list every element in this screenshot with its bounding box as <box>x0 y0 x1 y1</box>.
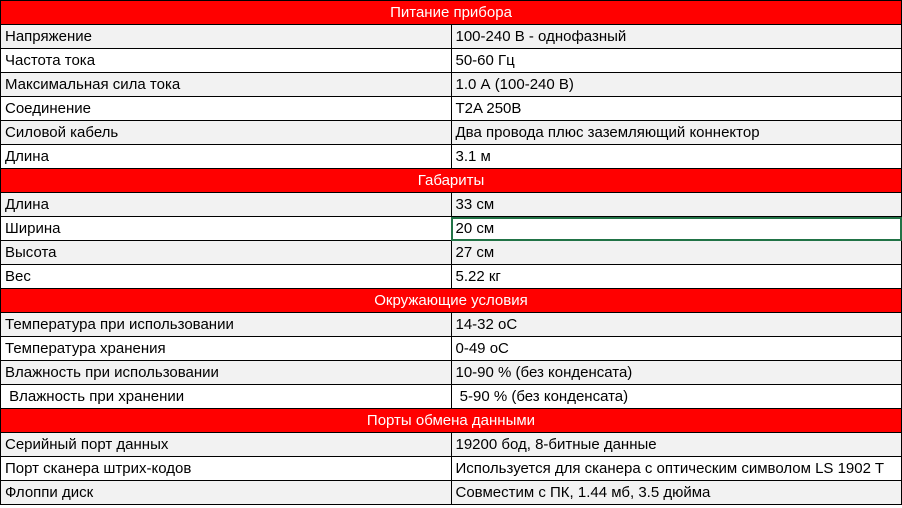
table-row <box>1 361 902 385</box>
row-value[interactable]: 100-240 В - однофазный <box>451 25 902 49</box>
row-label[interactable]: Флоппи диск <box>1 481 452 505</box>
row-label[interactable]: Длина <box>1 193 452 217</box>
row-label[interactable]: Ширина <box>1 217 452 241</box>
table-row <box>1 121 902 145</box>
row-label[interactable]: Влажность при использовании <box>1 361 452 385</box>
row-label[interactable]: Температура хранения <box>1 337 452 361</box>
row-value[interactable]: Два провода плюс заземляющий коннектор <box>451 121 902 145</box>
table-row <box>1 73 902 97</box>
table-row <box>1 25 902 49</box>
table-row <box>1 457 902 481</box>
row-label[interactable]: Порт сканера штрих-кодов <box>1 457 452 481</box>
section-header-data-ports <box>1 409 902 433</box>
row-value[interactable]: 1.0 А (100-240 В) <box>451 73 902 97</box>
table-row <box>1 433 902 457</box>
row-value[interactable]: 19200 бод, 8-битные данные <box>451 433 902 457</box>
row-label[interactable]: Влажность при хранении <box>1 385 452 409</box>
table-row <box>1 217 902 241</box>
table-row <box>1 193 902 217</box>
section-header-environment <box>1 289 902 313</box>
row-value[interactable]: 10-90 % (без конденсата) <box>451 361 902 385</box>
row-value[interactable]: 14-32 оС <box>451 313 902 337</box>
row-value[interactable]: 27 см <box>451 241 902 265</box>
row-value[interactable]: Используется для сканера с оптическим символом LS 1902 T <box>451 457 902 481</box>
section-title[interactable]: Порты обмена данными <box>1 409 902 433</box>
table-row <box>1 241 902 265</box>
table-row <box>1 385 902 409</box>
section-title[interactable]: Питание прибора <box>1 1 902 25</box>
row-value-selected-cell[interactable]: 20 см <box>451 217 902 241</box>
table-row <box>1 145 902 169</box>
row-label[interactable]: Вес <box>1 265 452 289</box>
table-row <box>1 337 902 361</box>
section-header-dimensions <box>1 169 902 193</box>
row-value[interactable]: 0-49 оС <box>451 337 902 361</box>
row-label[interactable]: Температура при использовании <box>1 313 452 337</box>
section-header-power <box>1 1 902 25</box>
row-value[interactable]: T2A 250В <box>451 97 902 121</box>
row-value[interactable]: 5.22 кг <box>451 265 902 289</box>
row-label[interactable]: Серийный порт данных <box>1 433 452 457</box>
row-value[interactable]: 33 см <box>451 193 902 217</box>
table-row <box>1 49 902 73</box>
section-title[interactable]: Окружающие условия <box>1 289 902 313</box>
row-value[interactable]: 3.1 м <box>451 145 902 169</box>
row-label[interactable]: Частота тока <box>1 49 452 73</box>
row-value[interactable]: 50-60 Гц <box>451 49 902 73</box>
row-value[interactable]: Совместим с ПК, 1.44 мб, 3.5 дюйма <box>451 481 902 505</box>
table-row <box>1 265 902 289</box>
table-row <box>1 97 902 121</box>
row-label[interactable]: Напряжение <box>1 25 452 49</box>
section-title[interactable]: Габариты <box>1 169 902 193</box>
row-label[interactable]: Соединение <box>1 97 452 121</box>
row-label[interactable]: Силовой кабель <box>1 121 452 145</box>
row-value[interactable]: 5-90 % (без конденсата) <box>451 385 902 409</box>
row-label[interactable]: Длина <box>1 145 452 169</box>
table-row <box>1 313 902 337</box>
row-label[interactable]: Максимальная сила тока <box>1 73 452 97</box>
row-label[interactable]: Высота <box>1 241 452 265</box>
table-row <box>1 481 902 505</box>
